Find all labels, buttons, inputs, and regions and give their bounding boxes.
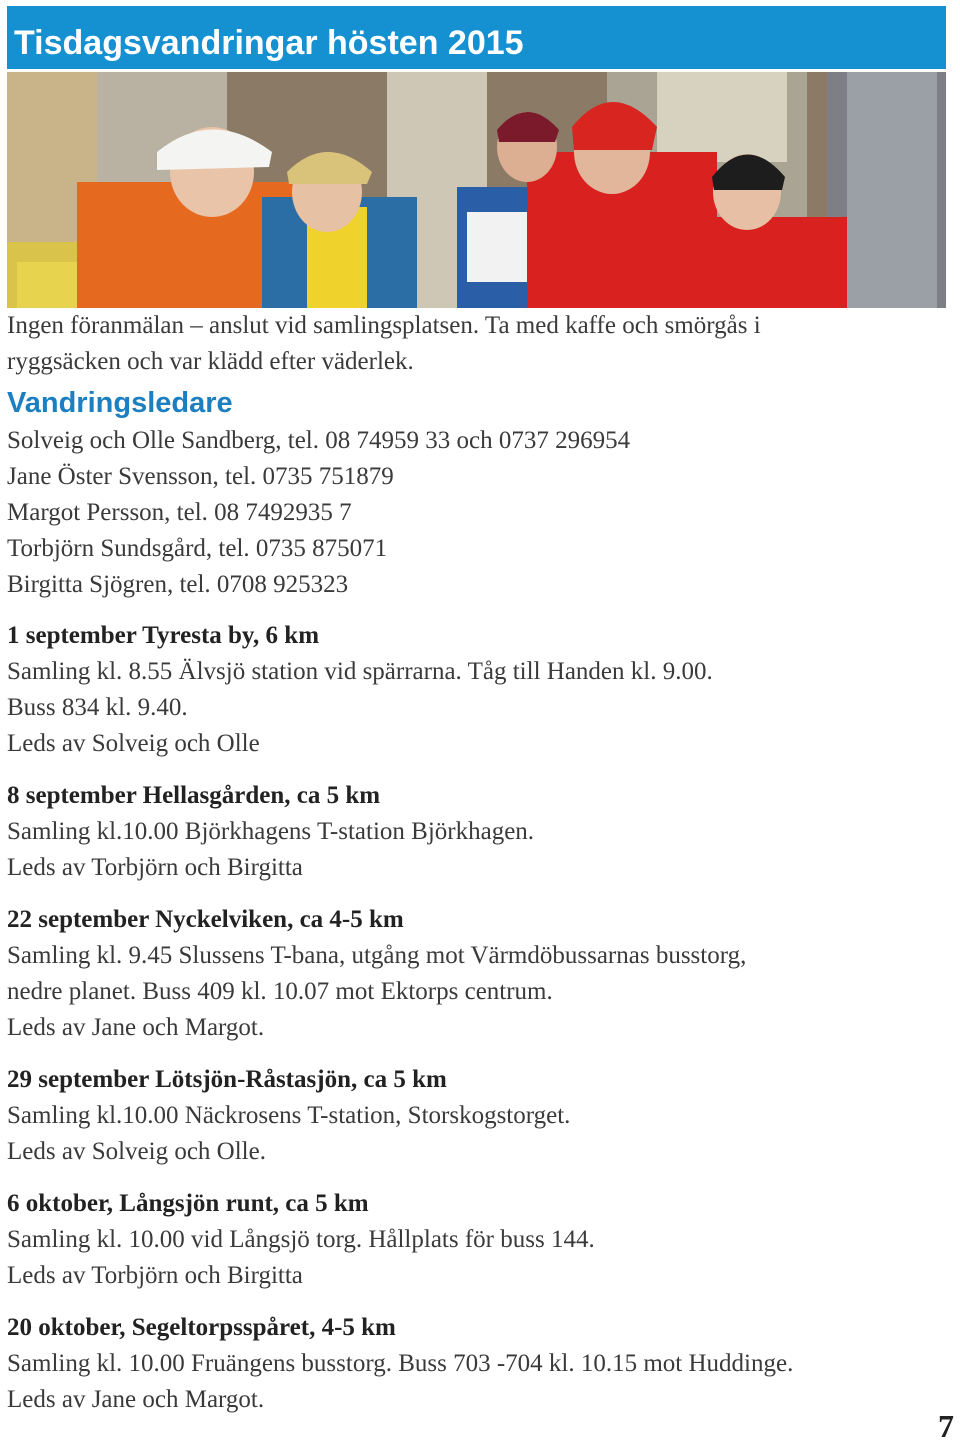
walk-title: 20 oktober, Segeltorpsspåret, 4-5 km [7, 1314, 396, 1341]
walk-title: 1 september Tyresta by, 6 km [7, 622, 320, 649]
page-title: Tisdagsvandringar hösten 2015 [14, 24, 524, 62]
walk-title: 29 september Lötsjön-Råstasjön, ca 5 km [7, 1066, 447, 1093]
walk-title: 6 oktober, Långsjön runt, ca 5 km [7, 1190, 369, 1217]
walk-title: 8 september Hellasgården, ca 5 km [7, 782, 381, 809]
group-photo [7, 72, 946, 308]
leader-line: Solveig och Olle Sandberg, tel. 08 74959 33 och 0737 296954 [7, 427, 631, 454]
walk-line: Leds av Solveig och Olle. [7, 1138, 266, 1165]
intro-line: ryggsäcken och var klädd efter väderlek. [7, 348, 414, 375]
walk-line: Leds av Jane och Margot. [7, 1014, 265, 1041]
walk-line: Samling kl.10.00 Björkhagens T-station Björkhagen. [7, 818, 535, 845]
leader-line: Torbjörn Sundsgård, tel. 0735 875071 [7, 535, 388, 562]
walk-line: Samling kl. 9.45 Slussens T-bana, utgång mot Värmdöbussarnas busstorg, [7, 942, 747, 969]
leader-line: Jane Öster Svensson, tel. 0735 751879 [7, 463, 394, 490]
walk-line: Samling kl. 10.00 Fruängens busstorg. Buss 703 -704 kl. 10.15 mot Huddinge. [7, 1350, 794, 1377]
walk-line: Leds av Torbjörn och Birgitta [7, 1262, 303, 1289]
walk-title: 22 september Nyckelviken, ca 4-5 km [7, 906, 404, 933]
leaders-heading: Vandringsledare [7, 387, 233, 419]
walk-line: Buss 834 kl. 9.40. [7, 694, 188, 721]
walk-line: Leds av Torbjörn och Birgitta [7, 854, 303, 881]
intro-line: Ingen föranmälan – anslut vid samlingsplatsen. Ta med kaffe och smörgås i [7, 312, 761, 339]
leader-line: Birgitta Sjögren, tel. 0708 925323 [7, 571, 349, 598]
leader-line: Margot Persson, tel. 08 7492935 7 [7, 499, 352, 526]
walk-line: Samling kl.10.00 Näckrosens T-station, Storskogstorget. [7, 1102, 571, 1129]
title-banner [7, 6, 946, 69]
walk-line: Leds av Jane och Margot. [7, 1386, 265, 1413]
walk-line: Samling kl. 10.00 vid Långsjö torg. Hållplats för buss 144. [7, 1226, 595, 1253]
walk-line: Leds av Solveig och Olle [7, 730, 260, 757]
page-number: 7 [938, 1408, 954, 1444]
walk-line: nedre planet. Buss 409 kl. 10.07 mot Ektorps centrum. [7, 978, 553, 1005]
walk-line: Samling kl. 8.55 Älvsjö station vid spärrarna. Tåg till Handen kl. 9.00. [7, 658, 713, 685]
